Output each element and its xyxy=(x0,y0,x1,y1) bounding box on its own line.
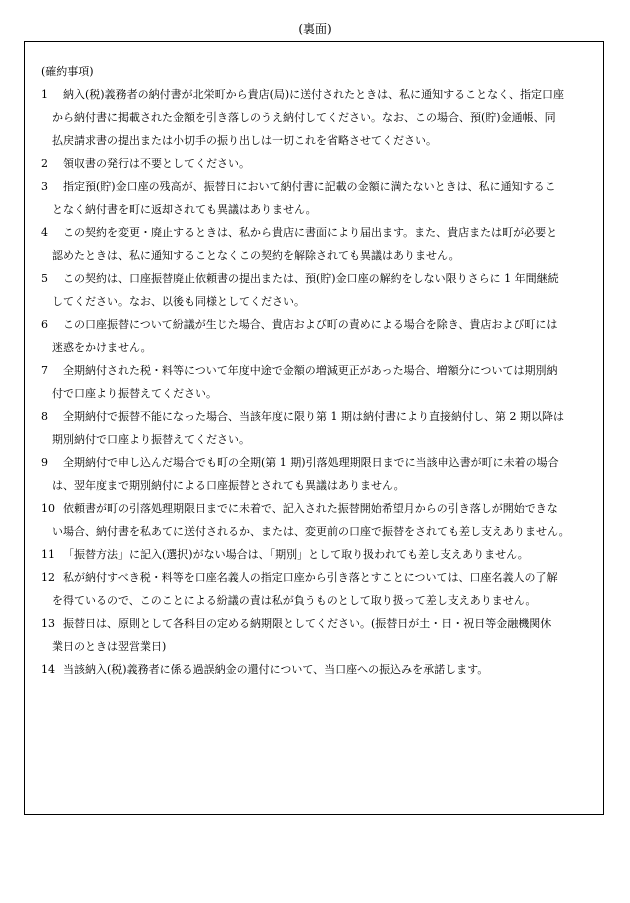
clause-text: 全期納付で振替不能になった場合、当該年度に限り第 1 期は納付書により直接納付し、第 2 期以降は xyxy=(63,410,564,423)
clause-line xyxy=(41,359,589,382)
page-header xyxy=(0,22,630,36)
clause-text: 指定預(貯)金口座の残高が、振替日において納付書に記載の金額に満たないときは、私に通知するこ xyxy=(63,180,556,193)
clause-14 xyxy=(41,658,589,681)
clause-number: 13 xyxy=(41,617,55,630)
clause-number: 4 xyxy=(41,226,48,239)
clause-3 xyxy=(41,175,589,221)
clause-text: 全期納付で申し込んだ場合でも町の全期(第 1 期)引落処理期限日までに当該申込書が町に未着の場合 xyxy=(63,456,559,469)
clause-text: 納入(税)義務者の納付書が北栄町から貴店(局)に送付されたときは、私に通知することなく、指定口座 xyxy=(63,88,564,101)
clause-number: 10 xyxy=(41,502,55,515)
clause-8 xyxy=(41,405,589,451)
clause-line xyxy=(41,313,589,336)
clause-line xyxy=(41,83,589,106)
clause-10 xyxy=(41,497,589,543)
agreement-content xyxy=(41,60,589,681)
clause-line xyxy=(41,267,589,290)
clause-line: 払戻請求書の提出または小切手の振り出しは一切これを省略させてください。 xyxy=(52,134,437,147)
clause-line xyxy=(41,221,589,244)
clause-12 xyxy=(41,566,589,612)
clause-11 xyxy=(41,543,589,566)
clause-text: 依頼書が町の引落処理期限日までに未着で、記入された振替開始希望月からの引き落しが開始できな xyxy=(63,502,558,515)
clause-text: 「振替方法」に記入(選択)がない場合は、「期別」として取り扱われても差し支えありません。 xyxy=(63,548,529,561)
clause-1 xyxy=(41,83,589,152)
clause-line: 期別納付で口座より振替えてください。 xyxy=(52,433,250,446)
clause-number: 9 xyxy=(41,456,48,469)
agreement-frame xyxy=(24,41,604,815)
clause-line: してください。なお、以後も同様としてください。 xyxy=(52,295,305,308)
clause-number: 11 xyxy=(41,548,55,561)
clause-text: 私が納付すべき税・料等を口座名義人の指定口座から引き落とすことについては、口座名義人の了解 xyxy=(63,571,558,584)
clause-line xyxy=(41,566,589,589)
clause-line xyxy=(41,497,589,520)
clause-number: 5 xyxy=(41,272,48,285)
clause-4 xyxy=(41,221,589,267)
clause-number: 8 xyxy=(41,410,48,423)
clause-line: を得ているので、このことによる紛議の責は私が負うものとして取り扱って差し支えありません。 xyxy=(52,594,537,607)
clause-number: 7 xyxy=(41,364,48,377)
clause-line: 認めたときは、私に通知することなくこの契約を解除されても異議はありません。 xyxy=(52,249,460,262)
clause-number: 3 xyxy=(41,180,48,193)
clause-number: 6 xyxy=(41,318,48,331)
clause-line: い場合、納付書を私あてに送付されるか、または、変更前の口座で振替をされても差し支えありません。 xyxy=(52,525,570,538)
clause-line: 付で口座より振替えてください。 xyxy=(52,387,217,400)
clause-5 xyxy=(41,267,589,313)
clause-text: この口座振替について紛議が生じた場合、貴店および町の責めによる場合を除き、貴店および町には xyxy=(63,318,558,331)
clause-line xyxy=(41,658,589,681)
clause-text: 全期納付された税・料等について年度中途で金額の増減更正があった場合、増額分については期別納 xyxy=(63,364,558,377)
clause-line xyxy=(41,152,589,175)
clause-13 xyxy=(41,612,589,658)
clause-number: 12 xyxy=(41,571,55,584)
clause-line xyxy=(41,175,589,198)
clause-line: 迷惑をかけません。 xyxy=(52,341,152,354)
clause-line: 業日のときは翌営業日) xyxy=(52,640,167,653)
clause-line xyxy=(41,405,589,428)
clause-text: 領収書の発行は不要としてください。 xyxy=(63,157,250,170)
clause-text: この契約を変更・廃止するときは、私から貴店に書面により届出ます。また、貴店または町が必要と xyxy=(63,226,558,239)
clause-6 xyxy=(41,313,589,359)
clause-number: 1 xyxy=(41,88,48,101)
clause-9 xyxy=(41,451,589,497)
section-title: (確約事項) xyxy=(41,65,94,78)
page-side-label: (裏面) xyxy=(298,22,332,36)
clause-number: 2 xyxy=(41,157,48,170)
clause-2 xyxy=(41,152,589,175)
clause-7 xyxy=(41,359,589,405)
clause-line: は、翌年度まで期別納付による口座振替とされても異議はありません。 xyxy=(52,479,405,492)
clause-line xyxy=(41,543,589,566)
clause-text: 振替日は、原則として各科目の定める納期限としてください。(振替日が土・日・祝日等金融機関休 xyxy=(63,617,552,630)
clause-number: 14 xyxy=(41,663,55,676)
clause-text: 当該納入(税)義務者に係る過誤納金の還付について、当口座への振込みを承諾します。 xyxy=(63,663,489,676)
clause-line: となく納付書を町に返却されても異議はありません。 xyxy=(52,203,317,216)
clause-line xyxy=(41,451,589,474)
clause-text: この契約は、口座振替廃止依頼書の提出または、預(貯)金口座の解約をしない限りさらに 1 年間継続 xyxy=(63,272,559,285)
clause-line xyxy=(41,612,589,635)
clause-line: から納付書に掲載された金額を引き落しのうえ納付してください。なお、この場合、預(貯)金通帳、同 xyxy=(52,111,556,124)
